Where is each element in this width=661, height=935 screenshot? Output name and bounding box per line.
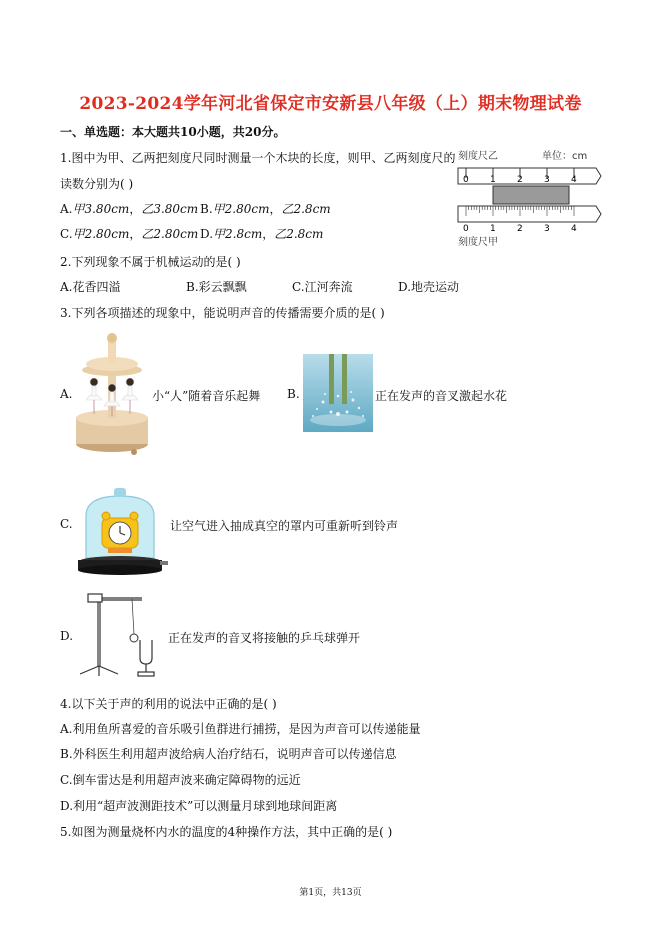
q2-option-a[interactable]: A.花香四溢 <box>60 280 121 294</box>
wooden-block <box>493 186 569 204</box>
ruler-bottom-num: 2 <box>517 224 523 234</box>
q3-option-d-text[interactable]: 正在发声的音叉将接触的乒乓球弹开 <box>168 631 361 645</box>
ruler-figure-svg <box>456 146 606 248</box>
q2-stem: 2.下列现象不属于机械运动的是( ) <box>60 255 241 269</box>
bell-jar-alarm-clock-image <box>72 488 168 578</box>
q3-option-a-label[interactable]: A. <box>60 387 73 401</box>
q3-option-a-text[interactable]: 小“人”随着音乐起舞 <box>152 389 261 403</box>
ruler-top-num: 4 <box>571 175 577 185</box>
ruler-bottom-num: 1 <box>490 224 496 234</box>
ruler-bottom-num: 3 <box>544 224 550 234</box>
q2-option-d[interactable]: D.地壳运动 <box>398 280 460 294</box>
q2-option-b[interactable]: B.彩云飘飘 <box>186 280 247 294</box>
q1-option-b[interactable]: B.甲2.80cm，乙2.8cm <box>200 202 331 216</box>
q4-option-d[interactable]: D.利用“超声波测距技术”可以测量月球到地球间距离 <box>60 799 338 813</box>
ruler-bottom-num: 0 <box>463 224 469 234</box>
q3-option-b-text[interactable]: 正在发声的音叉激起水花 <box>375 389 508 403</box>
q1-option-c[interactable]: C.甲2.80cm，乙2.80cm <box>60 227 199 241</box>
q3-option-c-label[interactable]: C. <box>60 517 73 531</box>
q1-option-a[interactable]: A.甲3.80cm，乙3.80cm <box>60 202 199 216</box>
q4-option-b[interactable]: B.外科医生利用超声波给病人治疗结石，说明声音可以传递信息 <box>60 747 397 761</box>
ruler-unit: 单位：cm <box>542 151 588 162</box>
page-footer: 第1页，共13页 <box>299 888 362 898</box>
q4-stem: 4.以下关于声的利用的说法中正确的是( ) <box>60 697 277 711</box>
ruler-top-num: 2 <box>517 175 523 185</box>
q4-option-a[interactable]: A.利用鱼所喜爱的音乐吸引鱼群进行捕捞，是因为声音可以传递能量 <box>60 722 421 736</box>
q1-stem-line1: 1.图中为甲、乙两把刻度尺同时测量一个木块的长度，则甲、乙两刻度尺的 <box>60 151 456 165</box>
q1-stem-line2: 读数分别为( ) <box>60 177 134 191</box>
section-heading: 一、单选题：本大题共10小题，共20分。 <box>60 125 286 139</box>
ruler-top-body <box>458 168 601 184</box>
page-title: 2023-2024学年河北省保定市安新县八年级（上）期末物理试卷 <box>79 94 582 114</box>
q2-option-c[interactable]: C.江河奔流 <box>292 280 353 294</box>
ruler-top-num: 1 <box>490 175 496 185</box>
q3-stem: 3.下列各项描述的现象中，能说明声音的传播需要介质的是( ) <box>60 306 385 320</box>
ruler-figure <box>456 146 606 248</box>
music-box-dancers-image <box>72 330 152 456</box>
ruler-bottom-num: 4 <box>571 224 577 234</box>
tuning-fork-water-image <box>303 354 373 432</box>
q1-option-d[interactable]: D.甲2.8cm，乙2.8cm <box>200 227 324 241</box>
q4-option-c[interactable]: C.倒车雷达是利用超声波来确定障碍物的远近 <box>60 773 301 787</box>
q3-option-d-label[interactable]: D. <box>60 629 74 643</box>
ruler-top-num: 0 <box>463 175 469 185</box>
tuning-fork-ball-stand-image <box>72 590 168 680</box>
q5-stem: 5.如图为测量烧杯内水的温度的4种操作方法，其中正确的是( ) <box>60 825 393 839</box>
ruler-bottom-label: 刻度尺甲 <box>458 237 498 248</box>
q3-option-b-label[interactable]: B. <box>287 387 300 401</box>
ruler-top-label: 刻度尺乙 <box>458 151 498 162</box>
ruler-top-num: 3 <box>544 175 550 185</box>
q3-option-c-text[interactable]: 让空气进入抽成真空的罩内可重新听到铃声 <box>170 519 399 533</box>
